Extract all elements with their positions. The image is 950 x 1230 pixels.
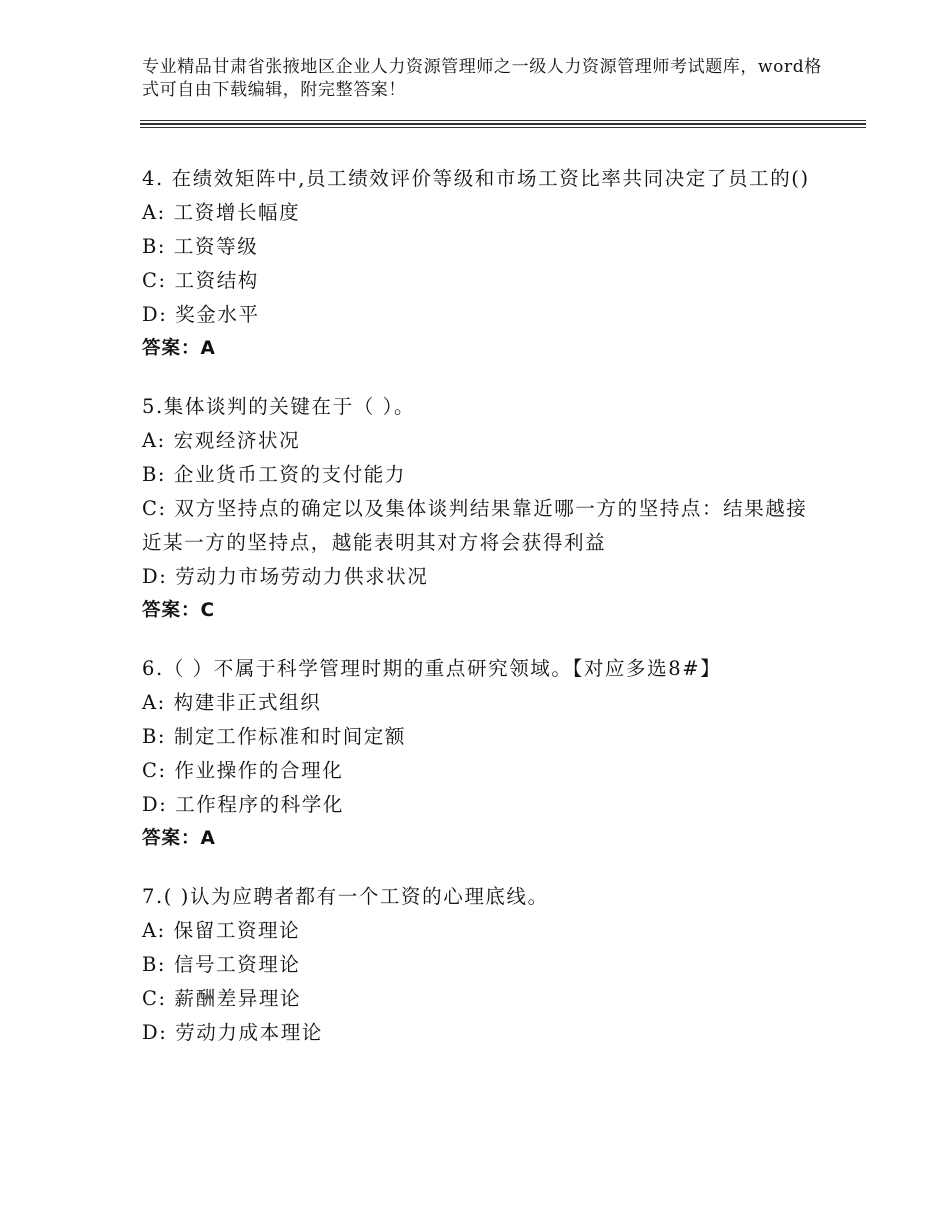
option-d: D: 劳动力市场劳动力供求状况 bbox=[142, 565, 429, 588]
option-a: A: 宏观经济状况 bbox=[142, 429, 301, 452]
option-d: D: 工作程序的科学化 bbox=[142, 793, 345, 816]
question-text: 7.( )认为应聘者都有一个工资的心理底线。 bbox=[142, 885, 549, 908]
question-text: 5.集体谈判的关键在于（ ）。 bbox=[142, 395, 416, 418]
option-a: A: 工资增长幅度 bbox=[142, 201, 301, 224]
question-4 bbox=[142, 162, 822, 366]
option-c: C: 薪酬差异理论 bbox=[142, 987, 302, 1010]
answer: 答案：C bbox=[142, 600, 216, 621]
option-b: B: 企业货币工资的支付能力 bbox=[142, 463, 406, 486]
option-a: A: 保留工资理论 bbox=[142, 919, 301, 942]
question-7 bbox=[142, 880, 822, 1050]
option-b: B: 工资等级 bbox=[142, 235, 259, 258]
question-5 bbox=[142, 390, 822, 628]
option-c: C: 双方坚持点的确定以及集体谈判结果靠近哪一方的坚持点：结果越接近某一方的坚持点，越能表明其对方将会获得利益 bbox=[142, 497, 808, 554]
option-c: C: 作业操作的合理化 bbox=[142, 759, 344, 782]
answer: 答案：A bbox=[142, 828, 216, 849]
document-header: 专业精品甘肃省张掖地区企业人力资源管理师之一级人力资源管理师考试题库，word格式可自由下载编辑，附完整答案！ bbox=[142, 57, 822, 100]
option-c: C: 工资结构 bbox=[142, 269, 259, 292]
header-rule-bottom bbox=[140, 127, 866, 128]
option-a: A: 构建非正式组织 bbox=[142, 691, 322, 714]
header-rule-middle bbox=[140, 123, 866, 125]
option-d: D: 劳动力成本理论 bbox=[142, 1021, 323, 1044]
question-text: 6.（ ）不属于科学管理时期的重点研究领域。【对应多选8#】 bbox=[142, 657, 722, 680]
option-d: D: 奖金水平 bbox=[142, 303, 260, 326]
option-b: B: 信号工资理论 bbox=[142, 953, 301, 976]
answer: 答案：A bbox=[142, 338, 216, 359]
option-b: B: 制定工作标准和时间定额 bbox=[142, 725, 406, 748]
header-rule-top bbox=[140, 120, 866, 121]
question-text: 4. 在绩效矩阵中,员工绩效评价等级和市场工资比率共同决定了员工的() bbox=[142, 167, 810, 190]
question-6 bbox=[142, 652, 822, 856]
question-list bbox=[142, 162, 822, 1074]
